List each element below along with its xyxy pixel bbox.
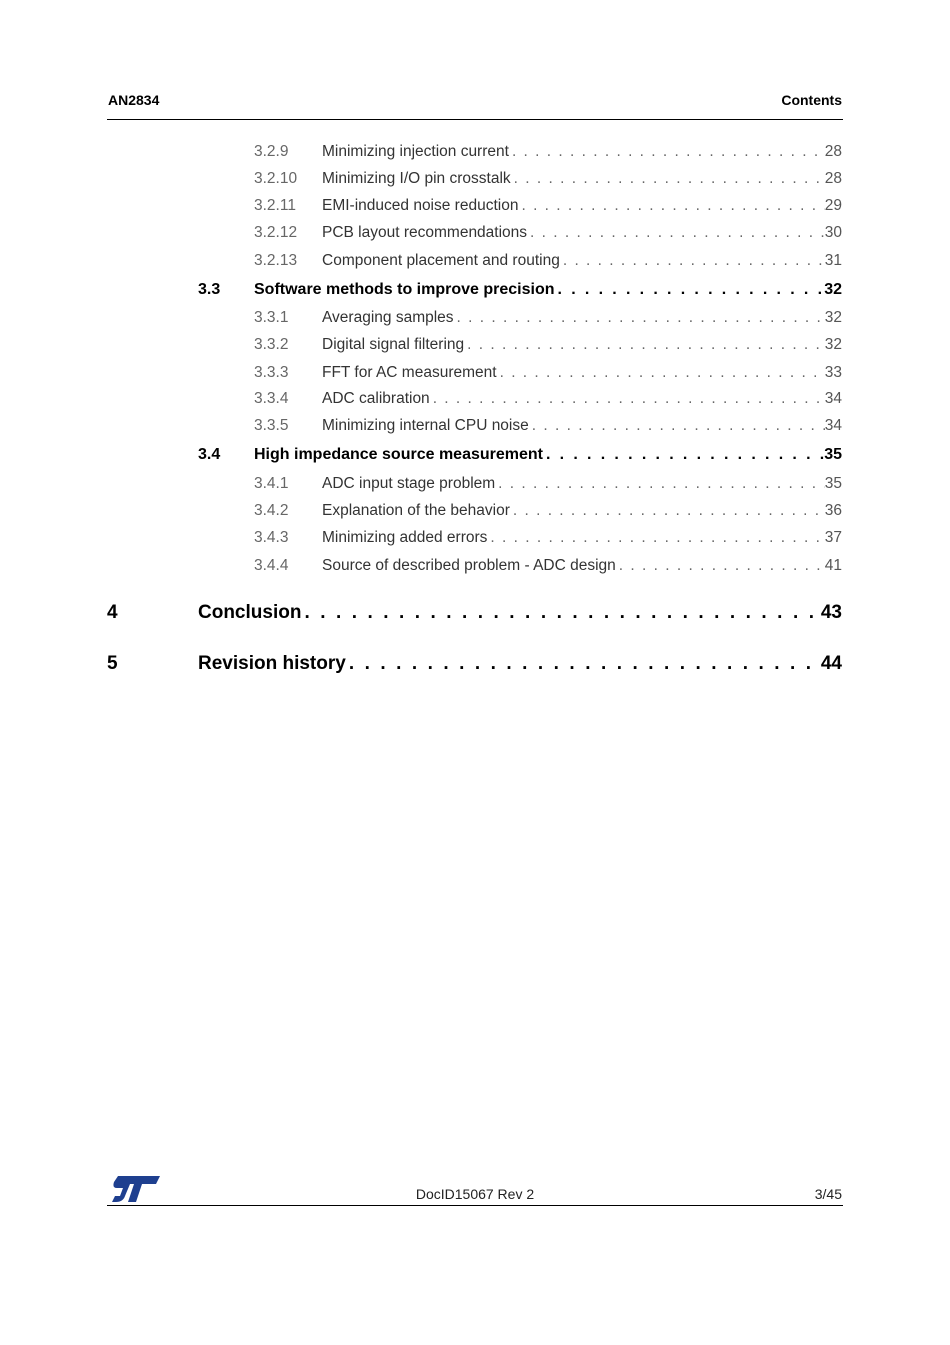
- toc-chapter-4[interactable]: [107, 602, 842, 628]
- toc-chapter-title: Revision history: [198, 653, 346, 674]
- leader-dots: [454, 309, 825, 327]
- toc-chapter-title: Conclusion: [198, 602, 302, 623]
- leader-dots: [301, 602, 820, 624]
- toc-section-page: 35: [824, 446, 842, 463]
- toc-entry-number: 3.2.11: [254, 197, 296, 214]
- leader-dots: [518, 197, 824, 215]
- toc-entry-number: 3.3.5: [254, 417, 289, 434]
- toc-entry-number: 3.3.1: [254, 309, 289, 326]
- toc-entry-number: 3.3.3: [254, 364, 289, 381]
- leader-dots: [543, 446, 824, 464]
- toc-entry-page: 34: [824, 390, 842, 407]
- toc-entry-3-3-5[interactable]: [254, 417, 842, 437]
- toc-entry-page: 29: [824, 197, 842, 214]
- toc-entry-title: Minimizing injection current: [322, 143, 509, 160]
- toc-entry-page: 33: [824, 364, 842, 381]
- toc-entry-page: 35: [824, 475, 842, 492]
- toc-entry-number: 3.4.1: [254, 475, 289, 492]
- leader-dots: [430, 390, 825, 408]
- toc-entry-title: EMI-induced noise reduction: [322, 197, 519, 214]
- leader-dots: [464, 336, 825, 354]
- toc-entry-number: 3.3.4: [254, 390, 289, 407]
- toc-chapter-number: 4: [107, 602, 118, 623]
- toc-entry-page: 28: [824, 170, 842, 187]
- toc-section-number: 3.3: [198, 281, 221, 298]
- toc-entry-title: FFT for AC measurement: [322, 364, 497, 381]
- header-rule: [107, 119, 843, 120]
- toc-entry-3-4-3[interactable]: [254, 529, 842, 549]
- toc-entry-number: 3.4.3: [254, 529, 289, 546]
- leader-dots: [616, 557, 825, 575]
- toc-entry-page: 34: [824, 417, 842, 434]
- leader-dots: [509, 143, 825, 161]
- toc-entry-3-4-4[interactable]: [254, 557, 842, 577]
- toc-entry-title: Explanation of the behavior: [322, 502, 510, 519]
- toc-entry-number: 3.2.10: [254, 170, 298, 187]
- toc-entry-title: Averaging samples: [322, 309, 454, 326]
- toc-entry-page: 30: [824, 224, 842, 241]
- toc-entry-page: 31: [824, 252, 842, 269]
- toc-entry-number: 3.2.12: [254, 224, 298, 241]
- footer-doc-id: DocID15067 Rev 2: [415, 1186, 535, 1202]
- leader-dots: [555, 281, 825, 299]
- toc-chapter-number: 5: [107, 653, 118, 674]
- toc-entry-3-4-2[interactable]: [254, 502, 842, 522]
- toc-section-title: Software methods to improve precision: [254, 281, 555, 298]
- toc-chapter-page: 43: [820, 602, 842, 623]
- toc-entry-title: ADC calibration: [322, 390, 430, 407]
- footer-rule: [107, 1205, 843, 1206]
- toc-entry-3-3-2[interactable]: [254, 336, 842, 356]
- footer-page-number: 3/45: [814, 1186, 842, 1202]
- toc-entry-title: Minimizing added errors: [322, 529, 488, 546]
- leader-dots: [495, 475, 825, 493]
- toc-chapter-5[interactable]: [107, 653, 842, 679]
- toc-entry-title: PCB layout recommendations: [322, 224, 528, 241]
- toc-entry-title: ADC input stage problem: [322, 475, 496, 492]
- toc-section-page: 32: [824, 281, 842, 298]
- toc-entry-title: Minimizing I/O pin crosstalk: [322, 170, 511, 187]
- toc-entry-page: 41: [824, 557, 842, 574]
- leader-dots: [511, 170, 825, 188]
- toc-entry-number: 3.4.2: [254, 502, 289, 519]
- toc-section-3-3[interactable]: [198, 281, 842, 301]
- leader-dots: [560, 252, 825, 270]
- toc-section-title: High impedance source measurement: [254, 446, 543, 463]
- toc-entry-page: 32: [824, 336, 842, 353]
- toc-entry-title: Digital signal filtering: [322, 336, 465, 353]
- toc-entry-3-2-13[interactable]: [254, 252, 842, 272]
- toc-entry-page: 28: [824, 143, 842, 160]
- toc-section-number: 3.4: [198, 446, 221, 463]
- toc-entry-3-3-4[interactable]: [254, 390, 842, 410]
- leader-dots: [529, 417, 825, 435]
- header-section-title: Contents: [781, 92, 842, 108]
- leader-dots: [510, 502, 825, 520]
- toc-chapter-page: 44: [820, 653, 842, 674]
- toc-entry-3-3-1[interactable]: [254, 309, 842, 329]
- doc-code: AN2834: [108, 92, 160, 108]
- toc-entry-3-2-10[interactable]: [254, 170, 842, 190]
- toc-entry-page: 32: [824, 309, 842, 326]
- toc-entry-3-2-11[interactable]: [254, 197, 842, 217]
- toc-section-3-4[interactable]: [198, 446, 842, 466]
- leader-dots: [487, 529, 824, 547]
- leader-dots: [527, 224, 825, 242]
- leader-dots: [346, 653, 821, 675]
- toc-entry-title: Component placement and routing: [322, 252, 560, 269]
- toc-entry-3-3-3[interactable]: [254, 364, 842, 384]
- toc-entry-number: 3.4.4: [254, 557, 289, 574]
- leader-dots: [497, 364, 825, 382]
- toc-entry-number: 3.2.13: [254, 252, 298, 269]
- toc-entry-page: 36: [824, 502, 842, 519]
- toc-entry-number: 3.2.9: [254, 143, 289, 160]
- toc-entry-3-4-1[interactable]: [254, 475, 842, 495]
- toc-entry-page: 37: [824, 529, 842, 546]
- toc-entry-title: Minimizing internal CPU noise: [322, 417, 529, 434]
- toc-entry-3-2-12[interactable]: [254, 224, 842, 244]
- toc-entry-title: Source of described problem - ADC design: [322, 557, 616, 574]
- toc-entry-3-2-9[interactable]: [254, 143, 842, 163]
- toc-entry-number: 3.3.2: [254, 336, 289, 353]
